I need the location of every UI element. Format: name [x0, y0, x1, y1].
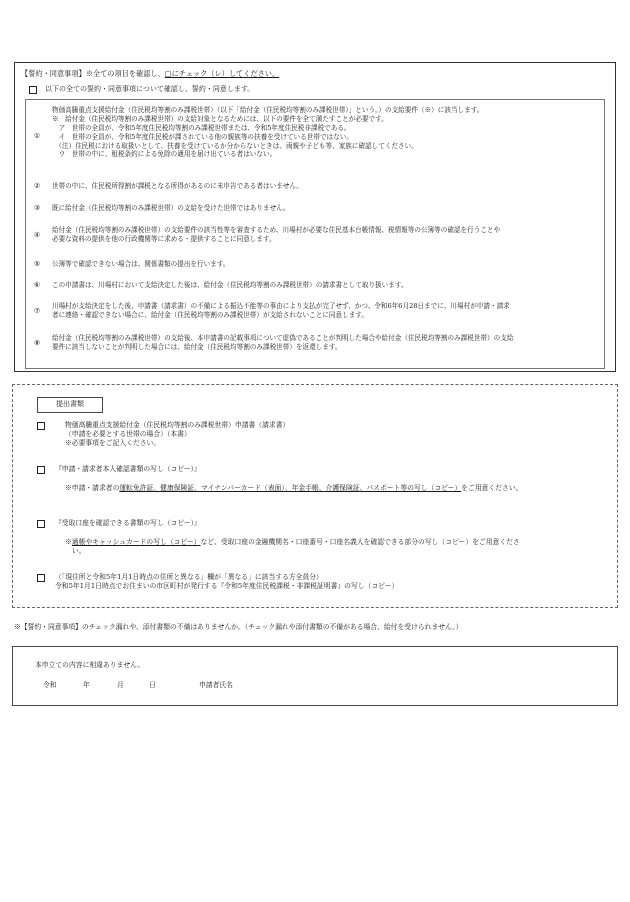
document-checkbox-identity[interactable]	[37, 466, 45, 474]
doc-line: ※必要事項をご記入ください。	[65, 439, 161, 448]
oath-item-number: ①	[33, 132, 41, 140]
oath-item-number: ⑥	[33, 281, 41, 289]
document-item-identity[interactable]	[37, 465, 522, 493]
oath-item-number: ⑤	[33, 260, 41, 268]
date-day-label[interactable]: 日	[149, 681, 156, 689]
doc-note-line2: い。	[72, 547, 86, 556]
doc-note-rest: など、受取口座の金融機関名・口座番号・口座名義人を確認できる部分の写し（コピー）をご用意くださ	[200, 538, 520, 547]
applicant-name-label: 申請者氏名	[199, 681, 233, 689]
doc-line: 令和5年1月1日時点でお住まいの市区町村が発行する『令和5年度住民税課税・非課税証明書』の写し（コピー）	[55, 582, 399, 591]
oath-item-line: この申請書は、川場村において支給決定した後は、給付金（住民税均等割のみ課税世帯）の請求書として取り扱います。	[52, 281, 408, 289]
doc-title: 『申請・請求者本人確認書類の写し（コピー）』	[55, 465, 201, 473]
document-item-tax-certificate[interactable]	[37, 573, 398, 591]
oath-item-line: 世帯の中に、住民税所得割が課税となる所得があるのに未申告である者はいません。	[52, 182, 303, 190]
oath-item-line: 物価高騰重点支援給付金（住民税均等割のみ課税世帯）（以下「給付金（住民税均等割のみ課税世帯）」という。）の支給要件（※）に該当します。	[52, 106, 484, 114]
date-year-label[interactable]: 年	[83, 681, 90, 689]
doc-line: （申請を必要とする世帯の場合）（本書）	[65, 430, 191, 439]
oath-section	[14, 62, 616, 372]
oath-item-line: ウ 世帯の中に、租税条約による免除の適用を届け出ている者はいない。	[52, 150, 277, 159]
document-item-application[interactable]	[37, 421, 289, 449]
document-checkbox-tax-certificate[interactable]	[37, 574, 45, 582]
oath-heading-label: 【誓約・同意事項】	[21, 69, 86, 78]
date-month-label[interactable]: 月	[117, 681, 124, 689]
oath-item-number: ④	[33, 231, 41, 239]
oath-item-number: ③	[33, 204, 41, 212]
oath-item-line: 既に給付金（住民税均等割のみ課税世帯）の支給を受けた世帯ではありません。	[52, 204, 290, 212]
oath-items-box	[25, 99, 605, 369]
signature-section	[12, 646, 618, 706]
doc-note-suffix: をご用意ください。	[461, 484, 523, 493]
signature-statement: 本申立ての内容に相違ありません。	[35, 661, 145, 669]
oath-heading-check: □にチェック（レ）してください。	[164, 69, 280, 78]
oath-item-number: ⑦	[33, 307, 41, 315]
oath-item-line: ※ 給付金（住民税均等割のみ課税世帯）の支給対象となるためには、以下の要件を全て満たすことが必要です。	[52, 114, 388, 123]
oath-item-line: 者に連絡・確認できない場合に、給付金（住民税均等割のみ課税世帯）が支給されないことに同意します。	[52, 310, 368, 319]
doc-note	[65, 484, 522, 493]
oath-item-line: 給付金（住民税均等割のみ課税世帯）の支給後、本申請書の記載事項について虚偽であることが判明した場合や給付金（住民税均等割のみ課税世帯）の支給	[52, 334, 514, 342]
doc-note-underlined: 運転免許証、健康保険証、マイナンバーカード（表面）、年金手帳、介護保険証、パスポート等の写し（コピー）	[119, 484, 462, 493]
doc-line: （「現住所と令和5年1月1日時点の住所と異なる」欄が「異なる」に該当する方全員分）	[55, 573, 323, 581]
agree-all-label: 以下の全ての誓約・同意事項について確認し、誓約・同意します。	[45, 85, 255, 93]
oath-heading	[21, 69, 279, 79]
doc-note-prefix: ※	[65, 538, 72, 547]
document-checkbox-application[interactable]	[37, 422, 45, 430]
doc-line: 物価高騰重点支援給付金（住民税均等割のみ課税世帯）申請書（請求書）	[65, 421, 290, 429]
document-item-bank[interactable]	[37, 519, 520, 557]
doc-note-prefix: ※申請・請求者の	[65, 484, 120, 493]
oath-item-number: ②	[33, 182, 41, 190]
oath-item-line: 給付金（住民税均等割のみ課税世帯）の支給要件の該当性等を審査するため、川場村が必要な住民基本台帳情報、税情報等の公簿等の確認を行うことや	[52, 226, 501, 234]
documents-tab: 提出書類	[37, 397, 103, 413]
oath-item-line: 要件に該当しないことが判明した場合には、給付金（住民税均等割のみ課税世帯）を返還します。	[52, 342, 342, 351]
doc-title: 『受取口座を確認できる書類の写し（コピー）』	[55, 519, 201, 527]
agree-all-row[interactable]	[29, 85, 254, 94]
oath-item-number: ⑧	[33, 339, 41, 347]
oath-item-line: イ 世帯の全員が、令和5年度住民税が課されている他の親族等の扶養を受けている世帯ではない。	[52, 132, 353, 141]
oath-heading-text: ※全ての項目を確認し、	[85, 69, 165, 78]
oath-item-line: ア 世帯の全員が、令和5年度住民税均等割のみ課税世帯または、令和5年度住民税非課税である。	[52, 123, 351, 132]
doc-note-underlined: 通帳やキャッシュカードの写し（コピー）	[71, 538, 201, 547]
doc-note	[65, 538, 520, 556]
oath-item-line: 必要な資料の提供を他の行政機関等に求める・提供することに同意します。	[52, 234, 276, 243]
oath-item-line: 公簿等で確認できない場合は、関係書類の提出を行います。	[52, 260, 230, 268]
agree-all-checkbox[interactable]	[29, 86, 37, 94]
documents-section	[12, 384, 618, 608]
oath-item-line: 川場村が支給決定をした後、申請書（請求書）の不備による振込不能等の事由により支払が完了せず、かつ、令和6年6月28日までに、川場村が申請・請求	[52, 302, 510, 310]
bottom-note: ※【誓約・同意事項】のチェック漏れや、添付書類の不備はありませんか。（チェック漏れや添付書類の不備がある場合、給付を受けられません。）	[14, 623, 463, 631]
oath-item-line: （注）住民税における取扱いとして、扶養を受けているか分からないときは、両親や子ども等、家族に確認してください。	[52, 141, 418, 150]
date-era: 令和	[43, 681, 57, 689]
document-checkbox-bank[interactable]	[37, 520, 45, 528]
